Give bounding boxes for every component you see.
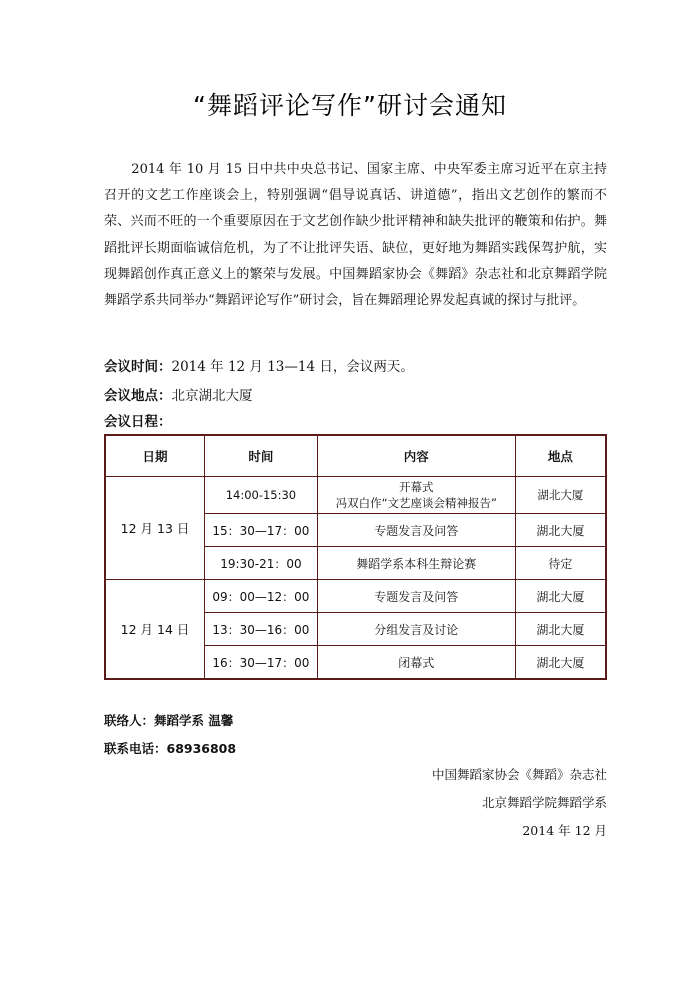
- header-location: 地点: [515, 435, 606, 477]
- intro-paragraph: 2014 年 10 月 15 日中共中央总书记、国家主席、中央军委主席习近平在京主持召开的文艺工作座谈会上，特别强调“倡导说真话、讲道德”，指出文艺创作的繁而不荣、兴而不旺的一个重要原因在于文艺创作缺少批评精神和缺失批评的鞭策和佑护。舞蹈批评长期面临诚信危机，为了不让批评失语、缺位，更好地为舞蹈实践保驾护航，实现舞蹈创作真正意义上的繁荣与发展。中国舞蹈家协会《舞蹈》杂志社和北京舞蹈学院舞蹈学系共同举办“舞蹈评论写作”研讨会，旨在舞蹈理论界发起真诚的探讨与批评。: [104, 162, 607, 309]
- table-row: [105, 580, 606, 613]
- table-row: [105, 477, 606, 514]
- signature-org-1: 中国舞蹈家协会《舞蹈》杂志社: [431, 767, 607, 782]
- header-content: 内容: [317, 435, 515, 477]
- row-time: 19:30-21：00: [205, 547, 318, 580]
- day1-date: 12 月 13 日: [105, 477, 205, 580]
- row-content: 分组发言及讨论: [317, 613, 515, 646]
- page-title: “舞蹈评论写作”研讨会通知: [193, 91, 507, 120]
- meeting-place: [104, 384, 253, 404]
- row-location: 湖北大厦: [515, 613, 606, 646]
- row-location: 湖北大厦: [515, 580, 606, 613]
- meeting-time-label: 会议时间：: [104, 359, 172, 375]
- header-date: 日期: [105, 435, 205, 477]
- signature-org-2: 北京舞蹈学院舞蹈学系: [481, 795, 607, 810]
- row-time: 09：00—12：00: [205, 580, 318, 613]
- row-time: 13：30—16：00: [205, 613, 318, 646]
- row-content-line1: 开幕式: [399, 480, 434, 494]
- row-location: 湖北大厦: [515, 477, 606, 514]
- row-location: 湖北大厦: [515, 646, 606, 680]
- row-time: 15：30—17：00: [205, 514, 318, 547]
- row-location: 湖北大厦: [515, 514, 606, 547]
- meeting-time-value: 2014 年 12 月 13—14 日，会议两天。: [171, 359, 414, 375]
- header-time: 时间: [205, 435, 318, 477]
- row-time: 14:00-15:30: [205, 477, 318, 514]
- schedule-table: [104, 434, 607, 680]
- row-content: [317, 477, 515, 514]
- meeting-time: [104, 355, 414, 375]
- row-location: 待定: [515, 547, 606, 580]
- contact-person: 联络人：舞蹈学系 温馨: [104, 713, 234, 728]
- meeting-place-value: 北京湖北大厦: [171, 388, 253, 404]
- schedule-heading-label: 会议日程：: [104, 414, 172, 430]
- row-content: 闭幕式: [317, 646, 515, 680]
- row-content-line2: 冯双白作“文艺座谈会精神报告”: [335, 496, 497, 510]
- signature-date: 2014 年 12 月: [522, 823, 607, 838]
- day2-date: 12 月 14 日: [105, 580, 205, 680]
- schedule-header-row: [105, 435, 606, 477]
- contact-phone: 联系电话：68936808: [104, 741, 237, 756]
- row-time: 16：30—17：00: [205, 646, 318, 680]
- meeting-place-label: 会议地点：: [104, 388, 172, 404]
- schedule-heading: [104, 410, 172, 430]
- row-content: 舞蹈学系本科生辩论赛: [317, 547, 515, 580]
- row-content: 专题发言及问答: [317, 580, 515, 613]
- row-content: 专题发言及问答: [317, 514, 515, 547]
